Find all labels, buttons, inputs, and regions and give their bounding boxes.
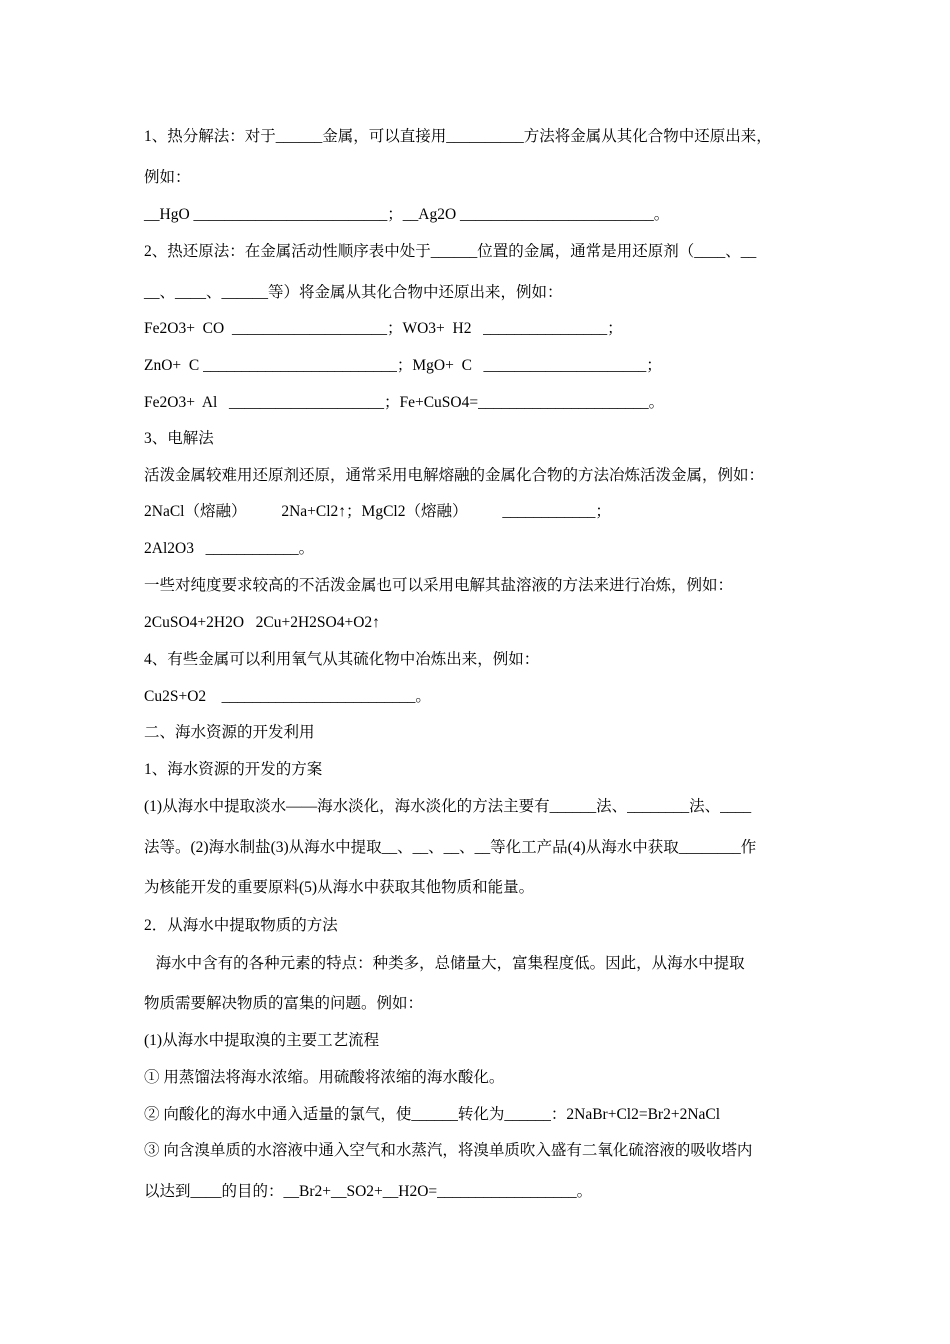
text-line: 以达到____的目的：__Br2+__SO2+__H2O=__________________。 [144,1183,593,1200]
text-line: ZnO+ C _________________________；MgO+ C _____________________； [144,357,662,374]
text-line: (1)从海水中提取淡水——海水淡化，海水淡化的方法主要有______法、________法、____ [144,798,752,815]
text-line: ① 用蒸馏法将海水浓缩。用硫酸将浓缩的海水酸化。 [144,1069,505,1086]
text-line: 法等。(2)海水制盐(3)从海水中提取__、__、__、__等化工产品(4)从海水中获取________作 [144,839,757,856]
text-line: (1)从海水中提取溴的主要工艺流程 [144,1032,380,1049]
text-line: ③ 向含溴单质的水溶液中通入空气和水蒸汽，将溴单质吹入盛有二氧化硫溶液的吸收塔内 [144,1142,753,1159]
text-line: Cu2S+O2 _________________________。 [144,688,431,705]
text-line: 2、热还原法：在金属活动性顺序表中处于______位置的金属，通常是用还原剂（____、__ [144,243,757,260]
text-line: ② 向酸化的海水中通入适量的氯气，使______转化为______：2NaBr+Cl2=Br2+2NaCl [144,1106,721,1123]
section-heading: 二、海水资源的开发利用 [144,724,315,741]
text-line: 例如： [144,169,191,186]
section-heading: 3、电解法 [144,430,214,447]
text-line: 2NaCl（熔融） 2Na+Cl2↑；MgCl2（熔融） ____________； [144,503,611,520]
text-line: 为核能开发的重要原料(5)从海水中获取其他物质和能量。 [144,879,535,896]
text-line: Fe2O3+ CO ____________________；WO3+ H2 ________________； [144,320,623,337]
section-heading: 2．从海水中提取物质的方法 [144,917,338,934]
text-line: 海水中含有的各种元素的特点：种类多，总储量大，富集程度低。因此，从海水中提取 [144,955,745,972]
text-line: __HgO _________________________；__Ag2O _________________________。 [144,206,670,223]
text-line: 一些对纯度要求较高的不活泼金属也可以采用电解其盐溶液的方法来进行冶炼，例如： [144,577,734,594]
section-heading: 1、海水资源的开发的方案 [144,761,323,778]
text-line: 1、热分解法：对于______金属，可以直接用__________方法将金属从其化合物中还原出来， [144,128,772,145]
text-line: 4、有些金属可以利用氧气从其硫化物中冶炼出来，例如： [144,651,540,668]
text-line: 物质需要解决物质的富集的问题。例如： [144,995,424,1012]
text-line: Fe2O3+ Al ____________________；Fe+CuSO4=______________________。 [144,394,665,411]
text-line: 活泼金属较难用还原剂还原，通常采用电解熔融的金属化合物的方法冶炼活泼金属，例如： [144,467,765,484]
text-line: 2CuSO4+2H2O 2Cu+2H2SO4+O2↑ [144,614,380,631]
text-line: 2Al2O3 ____________。 [144,540,315,557]
text-line: __、____、______等）将金属从其化合物中还原出来，例如： [144,284,563,301]
